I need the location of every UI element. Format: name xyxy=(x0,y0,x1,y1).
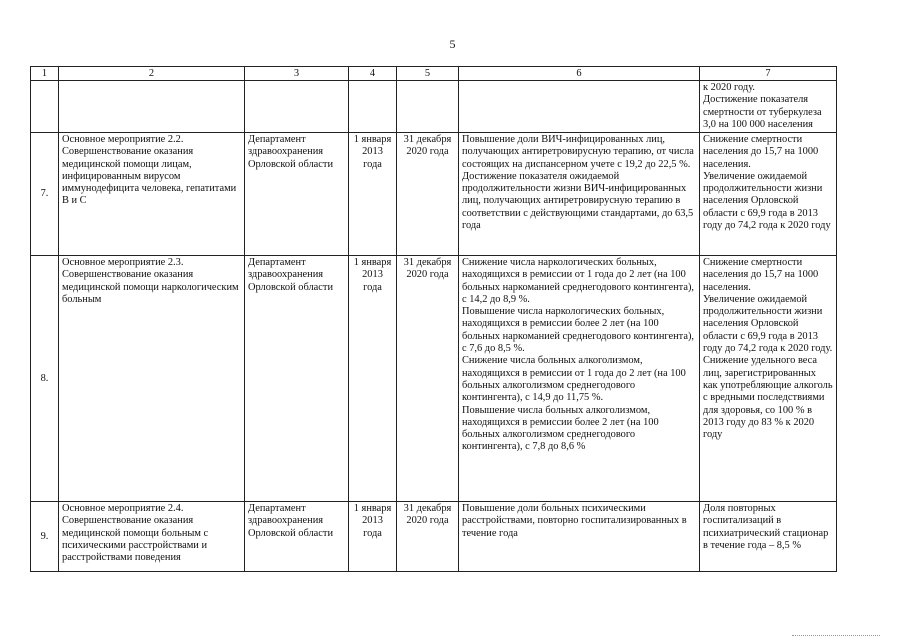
activity-cell: Основное мероприятие 2.4. Совершенствование оказания медицинской помощи больным с психическими расстройствами и расстройствами поведения xyxy=(59,502,245,572)
result-cell: Повышение доли ВИЧ-инфицированных лиц, получающих антиретровирусную терапию, от числа состоящих на диспансерном учете с 19,2 до 22,5 %. Достижение показателя ожидаемой продолжительности жизни ВИЧ-инфицированных лиц, получающих антиретровирусную терапию в соответствии с действующими стандартами, до 63,5 года xyxy=(459,133,700,256)
header-cell: 6 xyxy=(459,67,700,81)
indicator-cell: Снижение смертности населения до 15,7 на 1000 населения. Увеличение ожидаемой продолжительности жизни населения Орловской области с 69,9 года в 2013 году до 74,2 года к 2020 году. Снижение удельного веса лиц, зарегистрированных как употребляющие алкоголь с вредными последствиями для здоровья, со 100 % в 2013 году до 83 % к 2020 году xyxy=(700,256,837,502)
start-date-cell: 1 января 2013 года xyxy=(349,256,397,502)
end-date-cell: 31 декабря 2020 года xyxy=(397,133,459,256)
activity-cell: Основное мероприятие 2.2. Совершенствование оказания медицинской помощи лицам, инфицированным вирусом иммунодефицита человека, гепатитами В и С xyxy=(59,133,245,256)
indicator-cell: Снижение смертности населения до 15,7 на 1000 населения. Увеличение ожидаемой продолжительности жизни населения Орловской области с 69,9 года в 2013 году до 74,2 года к 2020 году xyxy=(700,133,837,256)
header-cell: 7 xyxy=(700,67,837,81)
row-number: 7. xyxy=(31,133,59,256)
scan-artifact-line xyxy=(792,635,880,636)
activities-table xyxy=(30,66,837,572)
start-date-cell xyxy=(349,81,397,133)
row-number: 8. xyxy=(31,256,59,502)
end-date-cell xyxy=(397,81,459,133)
table-row xyxy=(31,256,837,502)
table-row xyxy=(31,81,837,133)
result-cell: Повышение доли больных психическими расстройствами, повторно госпитализированных в течение года xyxy=(459,502,700,572)
result-cell: Снижение числа наркологических больных, находящихся в ремиссии от 1 года до 2 лет (на 100 больных наркоманией среднегодового контингента), с 14,2 до 8,9 %. Повышение числа наркологических больных, находящихся в ремиссии более 2 лет (на 100 больных наркоманией среднегодового контингента), с 7,6 до 8,5 %. Снижение числа больных алкоголизмом, находящихся в ремиссии от 1 года до 2 лет (на 100 больных алкоголизмом среднегодового контингента), с 14,9 до 11,75 %. Повышение числа больных алкоголизмом, находящихся в ремиссии более 2 лет (на 100 больных алкоголизмом среднегодового контингента), с 7,8 до 8,6 % xyxy=(459,256,700,502)
indicator-cell: Доля повторных госпитализаций в психиатрический стационар в течение года – 8,5 % xyxy=(700,502,837,572)
row-number: 9. xyxy=(31,502,59,572)
header-cell: 1 xyxy=(31,67,59,81)
table-row xyxy=(31,133,837,256)
executor-cell: Департамент здравоохранения Орловской области xyxy=(245,502,349,572)
header-row xyxy=(31,67,837,81)
end-date-cell: 31 декабря 2020 года xyxy=(397,502,459,572)
activity-cell: Основное мероприятие 2.3. Совершенствование оказания медицинской помощи наркологическим больным xyxy=(59,256,245,502)
header-cell: 5 xyxy=(397,67,459,81)
end-date-cell: 31 декабря 2020 года xyxy=(397,256,459,502)
executor-cell: Департамент здравоохранения Орловской области xyxy=(245,256,349,502)
header-cell: 4 xyxy=(349,67,397,81)
result-cell xyxy=(459,81,700,133)
page-number: 5 xyxy=(449,37,456,51)
executor-cell xyxy=(245,81,349,133)
executor-cell: Департамент здравоохранения Орловской области xyxy=(245,133,349,256)
indicator-cell: к 2020 году. Достижение показателя смертности от туберкулеза 3,0 на 100 000 населения xyxy=(700,81,837,133)
header-cell: 2 xyxy=(59,67,245,81)
header-cell: 3 xyxy=(245,67,349,81)
activity-cell xyxy=(59,81,245,133)
row-number xyxy=(31,81,59,133)
table-row xyxy=(31,502,837,572)
start-date-cell: 1 января 2013 года xyxy=(349,502,397,572)
start-date-cell: 1 января 2013 года xyxy=(349,133,397,256)
